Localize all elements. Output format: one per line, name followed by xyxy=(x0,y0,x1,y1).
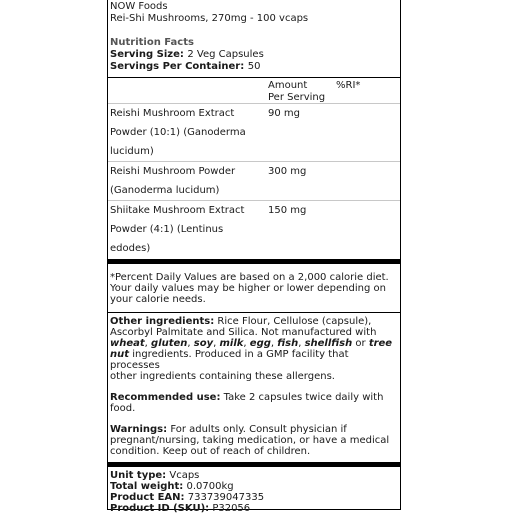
nutrition-label-panel xyxy=(107,0,401,514)
nutrition-facts-title: Nutrition Facts xyxy=(110,37,194,48)
product-info xyxy=(108,467,400,514)
ingredient-name: Shiitake Mushroom Extract xyxy=(110,205,245,216)
servings-per-container: Servings Per Container: 50 xyxy=(110,61,261,72)
recommended-use: Recommended use: Take 2 capsules twice daily with food. xyxy=(110,392,384,414)
allergen-wheat: wheat xyxy=(110,338,145,349)
product-ean: Product EAN: 733739047335 xyxy=(110,492,265,503)
product-sku: Product ID (SKU): P32056 xyxy=(110,503,251,514)
column-header xyxy=(108,78,400,103)
ingredient-row: Reishi Mushroom Extract Powder (10:1) (Ganoderma lucidum) 90 mg xyxy=(108,103,400,161)
product-name: Rei-Shi Mushrooms, 270mg - 100 vcaps xyxy=(110,13,309,24)
ingredient-row: Shiitake Mushroom Extract Powder (4:1) (Lentinus edodes) 150 mg xyxy=(108,200,400,258)
unit-type: Unit type: Vcaps xyxy=(110,470,200,481)
ingredient-amount: 150 mg xyxy=(268,205,307,216)
allergen-egg: egg xyxy=(249,338,271,349)
ingredient-name: Reishi Mushroom Extract xyxy=(110,108,235,119)
serving-size: Serving Size: 2 Veg Capsules xyxy=(110,49,264,60)
allergen-soy: soy xyxy=(193,338,214,349)
allergen-tree-nut: tree nut xyxy=(110,338,393,360)
warnings: Warnings: For adults only. Consult physician if pregnant/nursing, taking medication, or have a medical condition. Keep out of reach of children. xyxy=(110,424,390,457)
per-serving-header: Per Serving xyxy=(268,92,326,103)
allergen-milk: milk xyxy=(219,338,244,349)
ingredient-amount: 90 mg xyxy=(268,108,300,119)
allergen-fish: fish xyxy=(277,338,299,349)
allergen-shellfish: shellfish xyxy=(304,338,353,349)
allergen-gluten: gluten xyxy=(151,338,188,349)
brand-name: NOW Foods xyxy=(110,1,168,12)
other-ingredients: Other ingredients: Rice Flour, Cellulose (capsule), Ascorbyl Palmitate and Silica. Not manufactured with wheat, gluten, soy, milk, egg, fish, shellfish or tree nut ingredients. Produced in a GMP facility that processes other ingredients containing these allergens. xyxy=(110,316,393,382)
amount-header: Amount xyxy=(268,80,308,91)
ingredient-amount: 300 mg xyxy=(268,166,307,177)
total-weight: Total weight: 0.0700kg xyxy=(110,481,234,492)
ri-header: %RI* xyxy=(336,80,361,91)
label-header xyxy=(108,0,400,73)
ingredient-name: Reishi Mushroom Powder xyxy=(110,166,236,177)
daily-values-footnote: *Percent Daily Values are based on a 2,000 calorie diet. Your daily values may be higher or lower depending on your calorie needs. xyxy=(110,272,389,305)
ingredient-row: Reishi Mushroom Powder (Ganoderma lucidum) 300 mg xyxy=(108,161,400,200)
